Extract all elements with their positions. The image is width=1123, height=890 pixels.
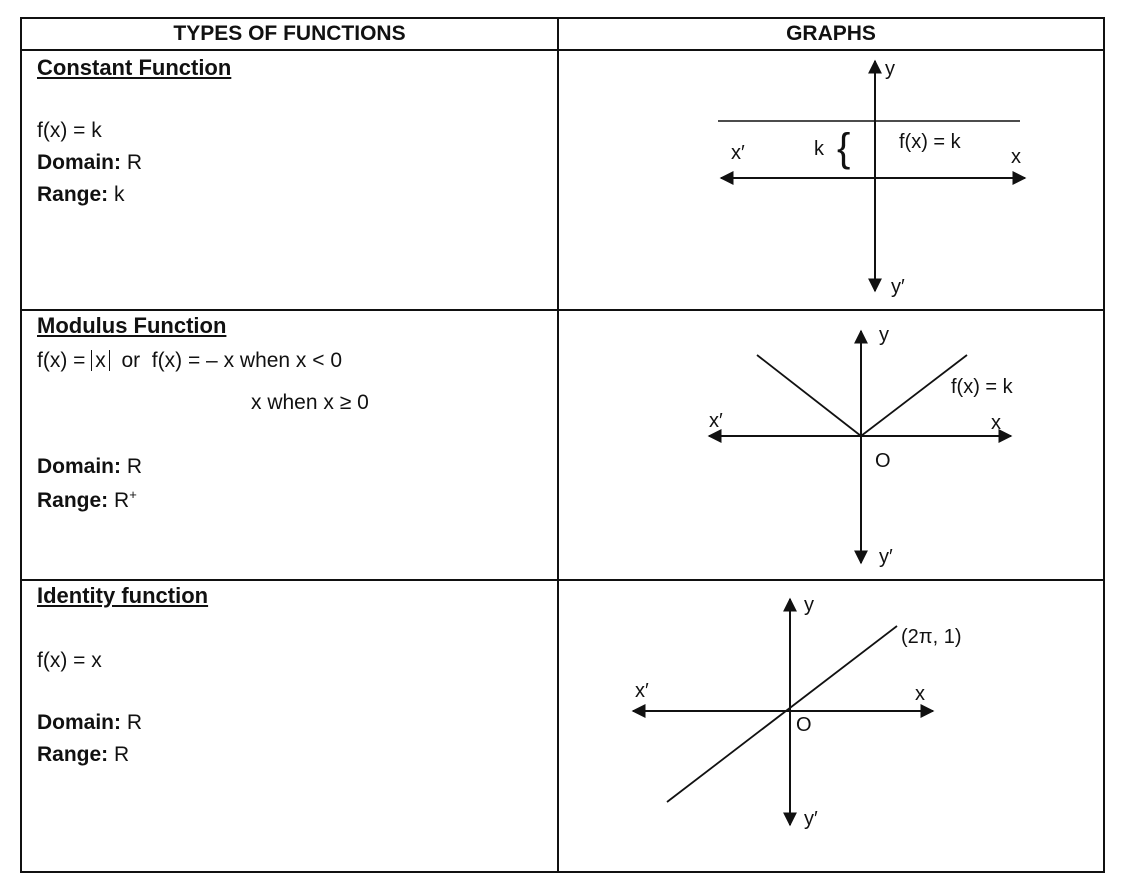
constant-title: Constant Function — [37, 55, 232, 80]
x-label: x — [991, 412, 1001, 434]
modulus-domain: Domain: R — [37, 455, 143, 478]
x-prime-label: x′ — [709, 410, 723, 432]
origin-label: O — [875, 450, 891, 472]
identity-domain: Domain: R — [37, 711, 143, 734]
modulus-formula: f(x) = x or f(x) = – x when x < 0 — [37, 349, 343, 372]
y-prime-label: y′ — [891, 276, 905, 298]
y-prime-label: y′ — [879, 546, 893, 568]
header-graphs: GRAPHS — [558, 18, 1104, 50]
x-prime-label: x′ — [635, 680, 649, 702]
constant-graph — [559, 51, 1105, 311]
k-label: k — [814, 138, 824, 160]
x-label: x — [915, 683, 925, 705]
k-brace: { — [837, 126, 851, 170]
constant-range: Range: k — [37, 183, 125, 206]
identity-formula: f(x) = x — [37, 649, 102, 672]
origin-label: O — [796, 714, 812, 736]
point-label: (2π, 1) — [901, 626, 962, 648]
constant-formula: f(x) = k — [37, 119, 102, 142]
modulus-graph-cell — [558, 310, 1104, 580]
identity-graph-cell — [558, 580, 1104, 872]
x-prime-label: x′ — [731, 142, 745, 164]
identity-range: Range: R — [37, 743, 130, 766]
constant-description-cell — [21, 50, 558, 310]
identity-title: Identity function — [37, 583, 209, 608]
constant-domain: Domain: R — [37, 151, 143, 174]
y-label: y — [885, 58, 895, 80]
y-prime-label: y′ — [804, 808, 818, 830]
x-label: x — [1011, 146, 1021, 168]
identity-graph — [559, 581, 1105, 873]
constant-graph-cell — [558, 50, 1104, 310]
abs-bars: x — [91, 350, 110, 371]
y-label: y — [879, 324, 889, 346]
modulus-left-branch — [757, 355, 861, 436]
header-types: TYPES OF FUNCTIONS — [21, 18, 558, 50]
modulus-range: Range: R+ — [37, 487, 137, 512]
modulus-graph — [559, 311, 1105, 581]
modulus-curve-label: f(x) = k — [951, 376, 1013, 398]
constant-curve-label: f(x) = k — [899, 131, 961, 153]
y-label: y — [804, 594, 814, 616]
modulus-formula-case2: x when x ≥ 0 — [251, 391, 369, 414]
identity-description-cell — [21, 580, 558, 872]
functions-table — [20, 17, 1105, 873]
modulus-title: Modulus Function — [37, 313, 227, 338]
identity-line — [667, 626, 897, 802]
modulus-description-cell — [21, 310, 558, 580]
